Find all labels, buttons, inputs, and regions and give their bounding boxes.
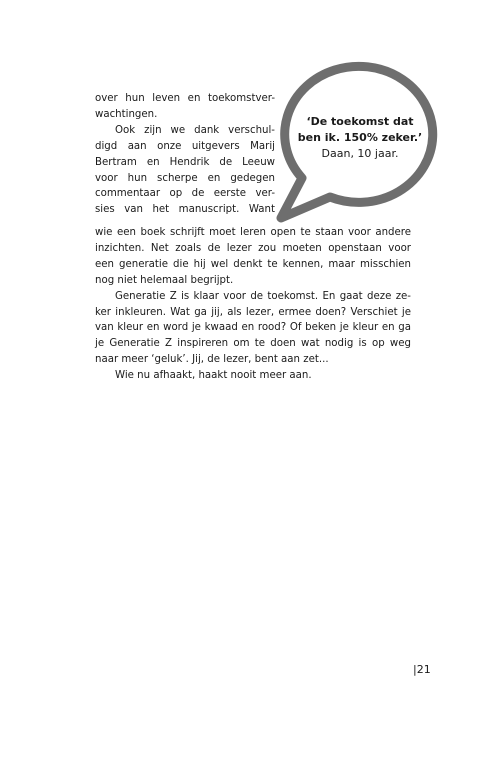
text-line: Generatie Z is klaar voor de toekomst. En gaat deze ze- bbox=[115, 290, 411, 302]
page-number: |21 bbox=[413, 663, 431, 676]
body-text bbox=[95, 225, 411, 384]
text-line: digd aan onze uitgevers Marij bbox=[95, 140, 275, 152]
text-line: wachtingen. bbox=[95, 108, 158, 120]
text-line: wie een boek schrijft moet leren open te staan voor andere bbox=[95, 227, 411, 238]
text-line: voor hun scherpe en gedegen bbox=[95, 172, 275, 184]
text-line: van kleur en word je kwaad en rood? Of beken je kleur en ga bbox=[95, 322, 411, 334]
text-line: nog niet helemaal begrijpt. bbox=[95, 274, 234, 286]
text-line: inzichten. Net zoals de lezer zou moeten openstaan voor bbox=[95, 242, 411, 254]
text-line: over hun leven en toekomstver- bbox=[95, 93, 275, 104]
pull-quote bbox=[296, 114, 424, 162]
quote-attribution: Daan, 10 jaar. bbox=[321, 147, 399, 160]
text-line: ker inkleuren. Wat ga jij, als lezer, ermee doen? Verschiet je bbox=[95, 306, 411, 318]
text-line: je Generatie Z inspireren om te doen wat nodig is op weg bbox=[95, 338, 411, 350]
quote-line-2: ben ik. 150% zeker.’ bbox=[297, 131, 423, 144]
text-line: Bertram en Hendrik de Leeuw bbox=[95, 156, 275, 168]
body-text-narrow bbox=[95, 91, 275, 218]
text-line: Ook zijn we dank verschul- bbox=[115, 124, 275, 136]
text-line: een generatie die hij wel denkt te kennen, maar misschien bbox=[95, 258, 411, 270]
text-line: sies van het manuscript. Want bbox=[95, 204, 275, 216]
text-line: commentaar op de eerste ver- bbox=[95, 188, 275, 200]
quote-line-1: ‘De toekomst dat bbox=[306, 115, 414, 128]
text-line: naar meer ‘geluk’. Jij, de lezer, bent aan zet... bbox=[95, 354, 329, 366]
text-line: Wie nu afhaakt, haakt nooit meer aan. bbox=[115, 370, 312, 382]
